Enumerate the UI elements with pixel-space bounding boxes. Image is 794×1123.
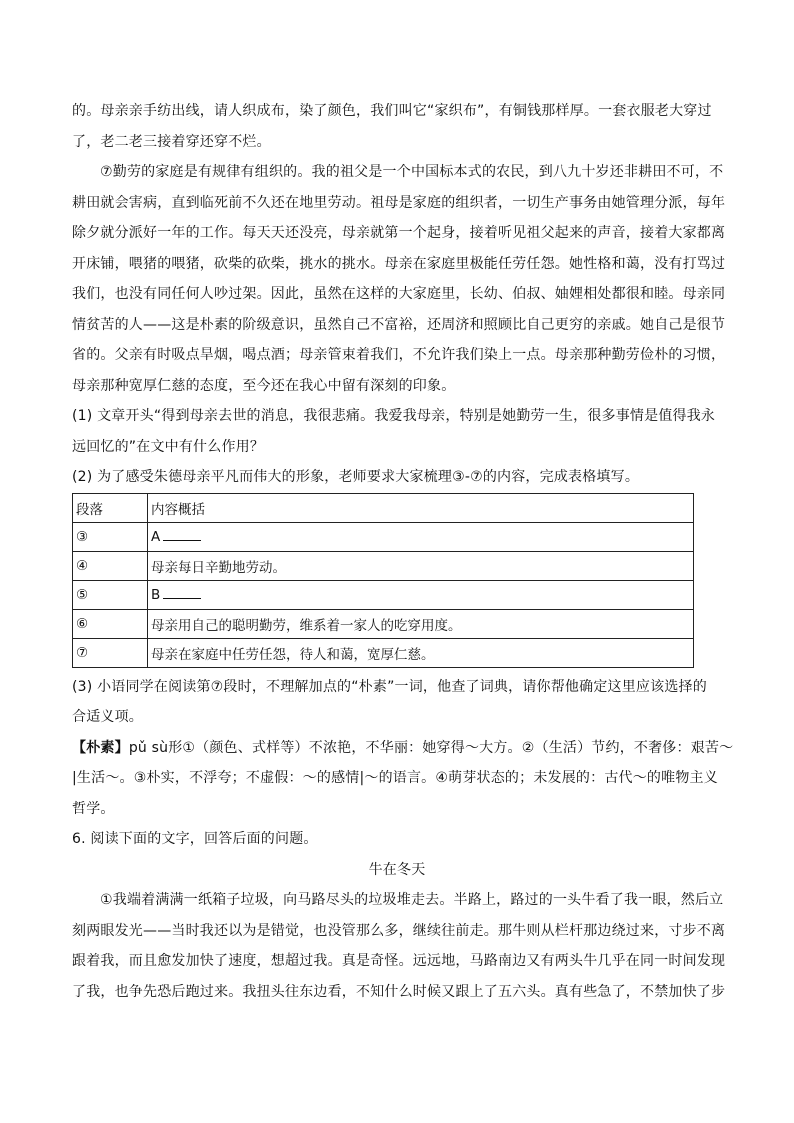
answer-blank-a[interactable] — [163, 528, 201, 541]
table-row — [73, 609, 694, 638]
story-line: 刻两眼发光——当时我还以为是错觉，也没管那么多，继续往前走。那牛则从栏杆那边绕过来，寸步不离 — [72, 922, 726, 939]
question-3-line: 合适义项。 — [72, 709, 143, 725]
table-row — [73, 522, 694, 551]
row-content: 母亲用自己的聪明勤劳，维系着一家人的吃穿用度。 — [148, 609, 694, 638]
question-3-line: (3) 小语同学在阅读第⑦段时，不理解加点的“朴素”一词，他查了词典，请你帮他确定这里应该选择的 — [72, 678, 707, 695]
section-6-heading: 6. 阅读下面的文字，回答后面的问题。 — [72, 831, 318, 847]
document-page — [72, 96, 734, 1007]
paragraph-7-line: 耕田就会害病，直到临死前不久还在地里劳动。祖母是家庭的组织者，一切生产事务由她管理分派，每年 — [72, 194, 726, 211]
dictionary-definition: pǔ sù形①（颜色、式样等）不浓艳，不华丽：她穿得～大方。②（生活）节约，不奢侈：艰苦～ — [128, 739, 734, 756]
paragraph-7-line: 我们，也没有同任何人吵过架。因此，虽然在这样的大家庭里，长幼、伯叔、妯娌相处都很和睦。母亲同 — [72, 286, 726, 302]
answer-blank-b[interactable] — [163, 586, 201, 599]
table-row — [73, 551, 694, 580]
row-content: 母亲在家庭中任劳任怨，待人和蔼，宽厚仁慈。 — [148, 638, 694, 667]
paragraph-7-line: 省的。父亲有时吸点旱烟，喝点酒；母亲管束着我们，不允许我们染上一点。母亲那种勤劳俭朴的习惯， — [72, 347, 726, 363]
dictionary-entry-line: 哲学。 — [72, 800, 115, 817]
dictionary-term: 【朴素】 — [72, 739, 129, 756]
question-1-line: 远回忆的”在文中有什么作用？ — [72, 438, 265, 455]
paragraph-7-line: ⑦勤劳的家庭是有规律有组织的。我的祖父是一个中国标本式的农民，到八九十岁还非耕田不可，不 — [100, 164, 724, 180]
passage-line: 了，老二老三接着穿还穿不烂。 — [72, 133, 271, 150]
story-line: 了我，也争先恐后跑过来。我扭头往东边看，不知什么时候又跟上了五六头。真有些急了，不禁加快了步 — [72, 983, 726, 1000]
row-content-b[interactable] — [148, 580, 694, 609]
question-1-line: (1) 文章开头“得到母亲去世的消息，我很悲痛。我爱我母亲，特别是她勤劳一生，很多事情是值得我永 — [72, 408, 716, 424]
dictionary-entry-line — [72, 733, 734, 764]
row-paragraph: ③ — [73, 522, 148, 551]
summary-table — [72, 493, 694, 668]
header-paragraph: 段落 — [73, 493, 148, 522]
paragraph-7-line: 开床铺，喂猪的喂猪，砍柴的砍柴，挑水的挑水。母亲在家庭里极能任劳任怨。她性格和蔼，没有打骂过 — [72, 255, 726, 272]
passage-line: 的。母亲亲手纺出线，请人织成布，染了颜色，我们叫它“家织布”，有铜钱那样厚。一套衣服老大穿过 — [72, 103, 712, 119]
story-line: ①我端着满满一纸箱子垃圾，向马路尽头的垃圾堆走去。半路上，路过的一头牛看了我一眼，然后立 — [100, 892, 724, 908]
table-header-row — [73, 493, 694, 522]
row-content: 母亲每日辛勤地劳动。 — [148, 551, 694, 580]
blank-label-a: A — [151, 529, 161, 545]
header-content: 内容概括 — [148, 493, 694, 522]
table-row — [73, 638, 694, 667]
row-paragraph: ⑦ — [73, 638, 148, 667]
paragraph-7-line: 情贫苦的人——这是朴素的阶级意识，虽然自己不富裕，还周济和照顾比自己更穷的亲戚。她自己是很节 — [72, 316, 726, 333]
row-content-a[interactable] — [148, 522, 694, 551]
table-row — [73, 580, 694, 609]
story-line: 跟着我，而且愈发加快了速度，想超过我。真是奇怪。远远地，马路南边又有两头牛几乎在同一时间发现 — [72, 953, 726, 969]
blank-label-b: B — [151, 587, 161, 603]
paragraph-7-line: 母亲那种宽厚仁慈的态度，至今还在我心中留有深刻的印象。 — [72, 377, 456, 394]
dictionary-entry-line: |生活～。③朴实，不浮夸；不虚假：～的感情|～的语言。④萌芽状态的；未发展的：古代～的唯物主义 — [72, 770, 718, 786]
row-paragraph: ⑤ — [73, 580, 148, 609]
paragraph-7-line: 除夕就分派好一年的工作。每天天还没亮，母亲就第一个起身，接着听见祖父起来的声音，接着大家都离 — [72, 225, 726, 241]
question-2: (2) 为了感受朱德母亲平凡而伟大的形象，老师要求大家梳理③-⑦的内容，完成表格填写。 — [72, 469, 640, 485]
row-paragraph: ④ — [73, 551, 148, 580]
row-paragraph: ⑥ — [73, 609, 148, 638]
story-title: 牛在冬天 — [368, 861, 426, 878]
